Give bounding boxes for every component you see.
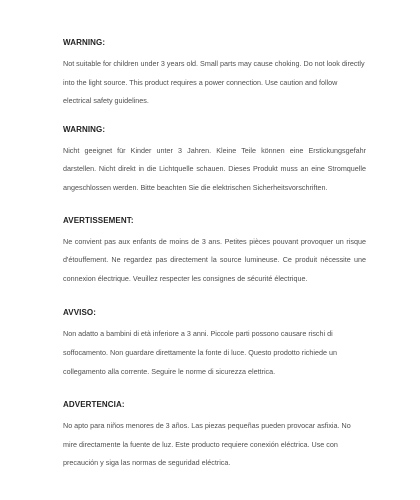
section-heading: AVVISO: xyxy=(63,308,97,318)
section-heading: ADVERTENCIA: xyxy=(63,400,125,410)
section-text: Nicht geeignet für Kinder unter 3 Jahren. Kleine Teile können eine Erstickungsgefahr darstellen. Nicht direkt in die Lichtquelle schauen. Dieses Produkt muss an eine Stromquelle angeschlossen werden. Bitte beachten Sie die elektrischen Sicherheitsvorschriften. xyxy=(63,145,366,192)
warning-section-german xyxy=(63,125,366,198)
section-heading: AVERTISSEMENT: xyxy=(63,215,134,225)
section-text: Non adatto a bambini di età inferiore a 3 anni. Piccole parti possono causare rischi di soffocamento. Non guardare direttamente la fonte di luce. Questo prodotto richiede un collegamento alla corrente. Seguire le norme di sicurezza elettrica. xyxy=(63,329,337,376)
warning-section-italian xyxy=(63,308,366,381)
warning-section-english xyxy=(63,38,366,111)
section-heading: WARNING: xyxy=(63,124,106,134)
section-heading: WARNING: xyxy=(63,38,106,47)
section-text: Not suitable for children under 3 years old. Small parts may cause choking. Do not look directly into the light source. This product requires a power connection. Use caution and follow electrical safety guidelines. xyxy=(63,59,365,106)
section-text: No apto para niños menores de 3 años. Las piezas pequeñas pueden provocar asfixia. No mire directamente la fuente de luz. Este producto requiere conexión eléctrica. Use con precaución y siga las normas de seguridad eléctrica. xyxy=(63,421,351,468)
warning-section-spanish xyxy=(63,400,366,473)
warning-section-french xyxy=(63,216,366,289)
section-text: Ne convient pas aux enfants de moins de 3 ans. Petites pièces pouvant provoquer un risque d'étouffement. Ne regardez pas directement la source lumineuse. Ce produit nécessite une connexion électrique. Veuillez respecter les consignes de sécurité électrique. xyxy=(63,236,366,283)
